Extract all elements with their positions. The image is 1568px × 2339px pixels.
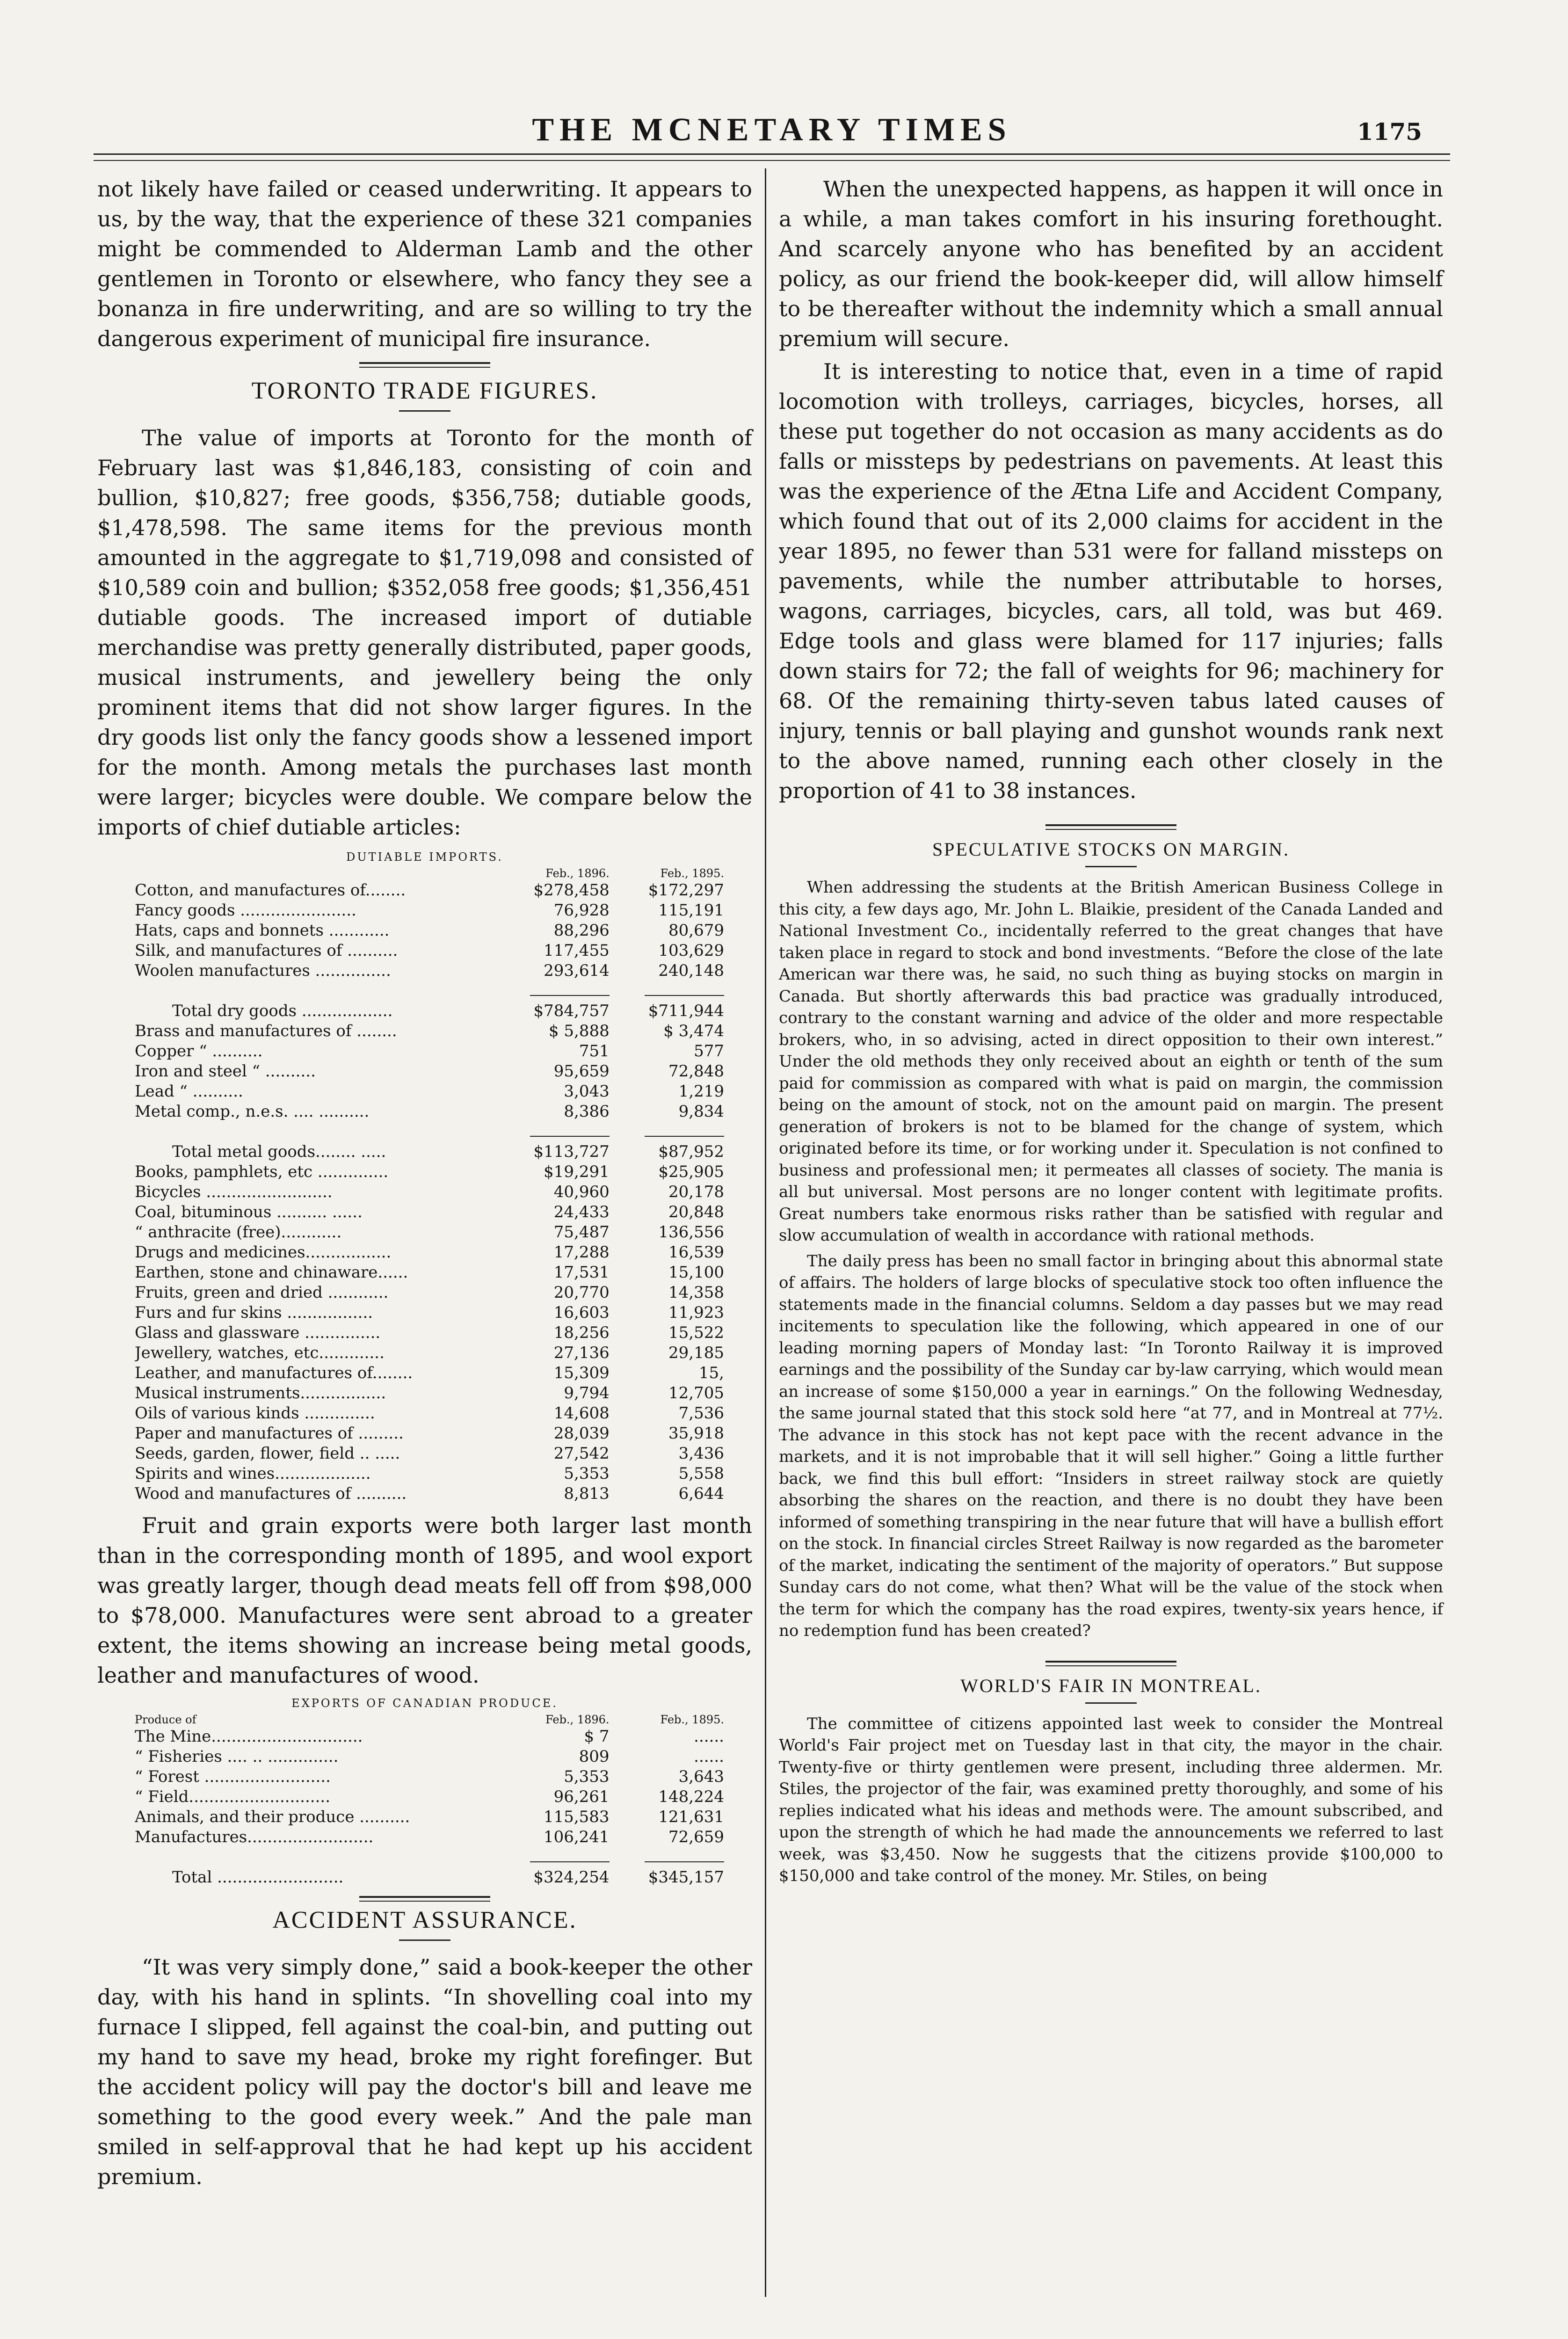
value-1895: $345,157 xyxy=(648,1868,724,1887)
right-column xyxy=(779,174,1443,1887)
masthead xyxy=(94,111,1450,153)
row-label: Furs and fur skins ................. xyxy=(135,1303,373,1322)
value-1895: 7,536 xyxy=(678,1404,724,1423)
row-label: “ Forest ......................... xyxy=(135,1767,331,1786)
value-1896: 28,039 xyxy=(553,1424,610,1443)
imports-table-title: DUTIABLE IMPORTS. xyxy=(346,850,503,864)
row-label: Bicycles ......................... xyxy=(135,1183,333,1201)
heading-rule xyxy=(1085,1702,1137,1704)
value-1895: 115,191 xyxy=(658,901,724,920)
table-row xyxy=(135,1202,724,1222)
exports-rows xyxy=(135,1727,724,1847)
value-1895: 3,436 xyxy=(678,1444,724,1463)
row-label: Musical instruments................. xyxy=(135,1384,386,1402)
imports-metals xyxy=(135,1021,724,1122)
row-label: Spirits and wines................... xyxy=(135,1464,371,1483)
value-1896: 14,608 xyxy=(553,1404,610,1423)
exports-table-title: EXPORTS OF CANADIAN PRODUCE. xyxy=(291,1697,558,1710)
value-1895: $25,905 xyxy=(658,1162,724,1181)
value-1895: 5,558 xyxy=(678,1464,724,1483)
row-label: Drugs and medicines................. xyxy=(135,1243,392,1262)
row-label: Books, pamphlets, etc .............. xyxy=(135,1162,389,1181)
value-1895: 577 xyxy=(694,1042,724,1061)
value-1896: 96,261 xyxy=(553,1787,610,1806)
speculative-paragraph-2: The daily press has been no small factor in bringing about this abnormal state of affairs. The holders of large blocks of speculative stock too often influence the statements made in the financial columns. Seldom a day passes but we may read incitements to speculation like the following, which appeared in one of our leading morning papers of Monday last: “In Toronto Railway it is improved earnings and the possibility of the Sunday car by-law carrying, which would mean an increase of some $150,000 a year in earnings.” On the following Wednesday, the same journal stated that this stock sold here “at 77, and in Montreal at 77½. The advance in this stock has not kept pace with the recent advance in the markets, and it is not improbable that it will sell higher.” Going a little further back, we find this bull effort: “Insiders in street railway stock are quietly absorbing the shares on the reaction, and there is no doubt they have been informed of something transpiring in the near future that will have a bullish effort on the stock. In financial circles Street Railway is now regarded as the barometer of the market, indicating the sentiment of the majority of operators.” But suppose Sunday cars do not come, what then? What will be the value of the stock when the term for which the company has the road expires, twenty-six years hence, if no redemption fund has been created? xyxy=(779,1251,1443,1640)
value-1896: 16,603 xyxy=(553,1303,610,1322)
value-1895: $ 3,474 xyxy=(663,1022,724,1040)
value-1895: 15,522 xyxy=(668,1323,724,1342)
value-1895: 20,178 xyxy=(668,1183,724,1201)
value-1896: 5,353 xyxy=(564,1767,610,1786)
table-row xyxy=(135,1484,724,1504)
value-1896: 9,794 xyxy=(564,1384,610,1402)
table-row xyxy=(135,1041,724,1061)
exports-total-row xyxy=(135,1867,724,1888)
exports-table xyxy=(135,1713,724,1888)
table-row xyxy=(135,1444,724,1464)
table-row xyxy=(135,1363,724,1383)
value-1896: 75,487 xyxy=(553,1223,610,1242)
value-1895: $87,952 xyxy=(658,1142,724,1161)
table-row xyxy=(135,1727,724,1747)
row-label: Total ......................... xyxy=(172,1868,344,1887)
section-separator xyxy=(359,362,490,368)
value-1896: 8,813 xyxy=(564,1484,610,1503)
value-1895: 15, xyxy=(698,1364,724,1382)
exports-paragraph: Fruit and grain exports were both larger last month than in the corresponding month of 1895, and wool export was greatly larger, though dead meats fell off from $98,000 to $78,000. Manufactures were sent abroad to a greater extent, the items showing an increase being metal goods, leather and manufactures of wood. xyxy=(97,1513,752,1688)
value-1895: 9,834 xyxy=(678,1102,724,1121)
subtotal-rule xyxy=(135,1122,724,1142)
heading-rule xyxy=(399,410,450,412)
header-rule xyxy=(94,153,1450,155)
value-1895: 103,629 xyxy=(658,941,724,960)
value-1895: 29,185 xyxy=(668,1344,724,1362)
row-label: “ Field............................ xyxy=(135,1787,331,1806)
value-1896: 27,542 xyxy=(553,1444,610,1463)
left-column xyxy=(97,174,752,2192)
row-label: Wood and manufactures of .......... xyxy=(135,1484,407,1503)
row-label: Manufactures......................... xyxy=(135,1828,374,1846)
imports-col-1896: Feb., 1896. xyxy=(545,867,610,880)
value-1896: 293,614 xyxy=(544,961,610,980)
table-row xyxy=(135,1182,724,1202)
table-row xyxy=(135,1807,724,1827)
value-1895: 121,631 xyxy=(658,1808,724,1826)
value-1895: $711,944 xyxy=(648,1002,724,1020)
row-label: Brass and manufactures of ........ xyxy=(135,1022,397,1040)
value-1895: 72,848 xyxy=(668,1062,724,1081)
table-row xyxy=(135,1424,724,1444)
total-dry-goods-row xyxy=(135,1001,724,1021)
value-1895: 3,643 xyxy=(678,1767,724,1786)
table-row xyxy=(135,921,724,941)
row-label: Woolen manufactures ............... xyxy=(135,961,391,980)
imports-dry-goods xyxy=(135,880,724,981)
row-label: Seeds, garden, flower, field .. ..... xyxy=(135,1444,400,1463)
exports-header-row xyxy=(135,1713,724,1727)
table-row xyxy=(135,1343,724,1363)
value-1896: 751 xyxy=(579,1042,610,1061)
row-label: Hats, caps and bonnets ............ xyxy=(135,921,390,940)
subtotal-rule xyxy=(135,981,724,1001)
speculative-stocks-heading: SPECULATIVE STOCKS ON MARGIN. xyxy=(932,839,1290,860)
value-1895: 80,679 xyxy=(668,921,724,940)
table-row xyxy=(135,1464,724,1484)
total-metal-goods-row xyxy=(135,1142,724,1162)
worlds-fair-paragraph: The committee of citizens appointed last week to consider the Montreal World's Fair project met on Tuesday last in that city, the mayor in the chair. Twenty-five or thirty gentlemen were present, including three aldermen. Mr. Stiles, the projector of the fair, was examined pretty thoroughly, and some of his replies indicated what his ideas and methods were. The amount subscribed, and upon the strength of which he had made the announcements we referred to last week, was $3,450. Now he suggests that the citizens provide $100,000 to $150,000 and take control of the money. Mr. Stiles, on being xyxy=(779,1714,1443,1885)
row-label: Metal comp., n.e.s. .... .......... xyxy=(135,1102,370,1121)
value-1896: 115,583 xyxy=(543,1808,610,1826)
row-label: Earthen, stone and chinaware...... xyxy=(135,1263,408,1282)
value-1896: 88,296 xyxy=(553,921,610,940)
table-row xyxy=(135,901,724,921)
table-row xyxy=(135,880,724,901)
row-label: Cotton, and manufactures of........ xyxy=(135,881,406,900)
value-1896: 24,433 xyxy=(553,1203,610,1221)
value-1896: $278,458 xyxy=(533,881,610,900)
value-1895: 148,224 xyxy=(658,1787,724,1806)
table-row xyxy=(135,1102,724,1122)
heading-rule xyxy=(1085,866,1137,867)
row-label: Lead “ .......... xyxy=(135,1082,243,1101)
value-1896: 17,531 xyxy=(553,1263,610,1282)
value-1895: 14,358 xyxy=(668,1283,724,1302)
value-1895: ...... xyxy=(694,1747,724,1766)
value-1896: $19,291 xyxy=(544,1162,610,1181)
value-1896: 27,136 xyxy=(553,1344,610,1362)
imports-header-row xyxy=(135,866,724,880)
value-1896: 8,386 xyxy=(564,1102,610,1121)
table-row xyxy=(135,1403,724,1424)
value-1895: 12,705 xyxy=(668,1384,724,1402)
value-1896: 76,928 xyxy=(553,901,610,920)
value-1896: 40,960 xyxy=(553,1183,610,1201)
header-rule-thin xyxy=(94,160,1450,161)
trade-paragraph: The value of imports at Toronto for the month of February last was $1,846,183, consisting of coin and bullion, $10,827; free goods, $356,758; dutiable goods, $1,478,598. The same items for the previous month amounted in the aggregate to $1,719,098 and consisted of $10,589 coin and bullion; $352,058 free goods; $1,356,451 dutiable goods. The increased import of dutiable merchandise was pretty generally distributed, paper goods, musical instruments, and jewellery being the only prominent items that did not show larger figures. In the dry goods list only the fancy goods show a lessened import for the month. Among metals the purchases last month were larger; bicycles were double. We compare below the imports of chief dutiable articles: xyxy=(97,425,752,840)
value-1896: 20,770 xyxy=(553,1283,610,1302)
value-1895: 20,848 xyxy=(668,1203,724,1221)
row-label: The Mine.............................. xyxy=(135,1727,363,1746)
row-label: Iron and steel “ .......... xyxy=(135,1062,316,1081)
table-row xyxy=(135,1747,724,1767)
column-divider xyxy=(765,168,766,2297)
row-label: Total dry goods .................. xyxy=(172,1002,393,1020)
value-1895: 1,219 xyxy=(678,1082,724,1101)
value-1895: 11,923 xyxy=(668,1303,724,1322)
value-1895: 15,100 xyxy=(668,1263,724,1282)
value-1896: 117,455 xyxy=(544,941,610,960)
row-label: Jewellery, watches, etc............. xyxy=(135,1344,385,1362)
value-1896: 809 xyxy=(579,1747,610,1766)
table-row xyxy=(135,1323,724,1343)
table-row xyxy=(135,941,724,961)
value-1895: $172,297 xyxy=(648,881,724,900)
table-row xyxy=(135,1082,724,1102)
table-row xyxy=(135,1021,724,1041)
row-label: Fruits, green and dried ............ xyxy=(135,1283,389,1302)
exports-col-1895: Feb., 1895. xyxy=(660,1713,724,1726)
table-row xyxy=(135,1242,724,1263)
accident-assurance-heading: ACCIDENT ASSURANCE. xyxy=(272,1907,577,1933)
value-1896: 15,309 xyxy=(553,1364,610,1382)
value-1895: ...... xyxy=(694,1727,724,1746)
value-1896: $ 5,888 xyxy=(548,1022,610,1040)
row-label: Fancy goods ....................... xyxy=(135,901,356,920)
table-row xyxy=(135,1283,724,1303)
value-1896: 5,353 xyxy=(564,1464,610,1483)
exports-col-1896: Feb., 1896. xyxy=(545,1713,610,1726)
accident-paragraph: “It was very simply done,” said a book-keeper the other day, with his hand in splints. “In shovelling coal into my furnace I slipped, fell against the coal-bin, and putting out my hand to save my head, broke my right forefinger. But the accident policy will pay the doctor's bill and leave me something to the good every week.” And the pale man smiled in self-approval that he had kept up his accident premium. xyxy=(97,1954,752,2189)
publication-title: THE MCNETARY TIMES xyxy=(532,112,1012,148)
row-label: Copper “ .......... xyxy=(135,1042,263,1061)
row-label: Animals, and their produce .......... xyxy=(135,1808,410,1826)
row-label: “ anthracite (free)............ xyxy=(135,1223,342,1242)
value-1895: 72,659 xyxy=(668,1828,724,1846)
value-1895: 6,644 xyxy=(678,1484,724,1503)
row-label: “ Fisheries .... .. .............. xyxy=(135,1747,339,1766)
section-separator xyxy=(1045,824,1176,830)
value-1896: 3,043 xyxy=(564,1082,610,1101)
value-1895: 16,539 xyxy=(668,1243,724,1262)
table-row xyxy=(135,1767,724,1787)
row-label: Oils of various kinds .............. xyxy=(135,1404,375,1423)
row-label: Leather, and manufactures of........ xyxy=(135,1364,413,1382)
value-1895: 35,918 xyxy=(668,1424,724,1443)
value-1896: 106,241 xyxy=(543,1828,610,1846)
accident-paragraph-2: When the unexpected happens, as happen it will once in a while, a man takes comfort in his insuring forethought. And scarcely anyone who has benefited by an accident policy, as our friend the book-keeper did, will allow himself to be thereafter without the indemnity which a small annual premium will secure. xyxy=(779,176,1443,351)
value-1895: 240,148 xyxy=(658,961,724,980)
table-row xyxy=(135,961,724,981)
row-label: Total metal goods........ ..... xyxy=(172,1142,386,1161)
table-row xyxy=(135,1263,724,1283)
heading-rule xyxy=(399,1939,450,1941)
row-label: Coal, bituminous .......... ...... xyxy=(135,1203,363,1221)
table-row xyxy=(135,1827,724,1847)
row-label: Glass and glassware ............... xyxy=(135,1323,381,1342)
produce-of-label: Produce of xyxy=(135,1713,196,1726)
accident-paragraph-3: It is interesting to notice that, even in a time of rapid locomotion with trolleys, carriages, bicycles, horses, all these put together do not occasion as many accidents as do falls or missteps by pedestrians on pavements. At least this was the experience of the Ætna Life and Accident Company, which found that out of its 2,000 claims for accident in the year 1895, no fewer than 531 were for falland missteps on pavements, while the number attributable to horses, wagons, carriages, bicycles, cars, all told, was but 469. Edge tools and glass were blamed for 117 injuries; falls down stairs for 72; the fall of weights for 96; machinery for 68. Of the remaining thirty-seven tabus lated causes of injury, tennis or ball playing and gunshot wounds rank next to the above named, running each other closely in the proportion of 41 to 38 instances. xyxy=(779,359,1443,803)
section-separator xyxy=(359,1896,490,1902)
intro-paragraph: not likely have failed or ceased underwriting. It appears to us, by the way, that the experience of these 321 companies might be commended to Alderman Lamb and the other gentlemen in Toronto or elsewhere, who fancy they see a bonanza in fire underwriting, and are so willing to try the dangerous experiment of municipal fire insurance. xyxy=(97,176,752,351)
table-row xyxy=(135,1061,724,1082)
value-1896: 18,256 xyxy=(553,1323,610,1342)
imports-other xyxy=(135,1162,724,1504)
table-row xyxy=(135,1383,724,1403)
table-row xyxy=(135,1303,724,1323)
imports-col-1895: Feb., 1895. xyxy=(660,867,724,880)
table-row xyxy=(135,1222,724,1242)
table-row xyxy=(135,1787,724,1807)
value-1896: $324,254 xyxy=(533,1868,610,1887)
worlds-fair-heading: WORLD'S FAIR IN MONTREAL. xyxy=(960,1675,1262,1696)
value-1895: 136,556 xyxy=(658,1223,724,1242)
imports-table xyxy=(135,866,724,1504)
toronto-trade-heading: TORONTO TRADE FIGURES. xyxy=(251,378,598,404)
subtotal-rule xyxy=(135,1847,724,1867)
section-separator xyxy=(1045,1661,1176,1666)
value-1896: $ 7 xyxy=(584,1727,610,1746)
row-label: Silk, and manufactures of .......... xyxy=(135,941,398,960)
row-label: Paper and manufactures of ......... xyxy=(135,1424,404,1443)
value-1896: $784,757 xyxy=(533,1002,610,1020)
speculative-paragraph-1: When addressing the students at the British American Business College in this city, a few days ago, Mr. John L. Blaikie, president of the Canada Landed and National Investment Co., incidentally referred to the great changes that have taken place in regard to stock and bond investments. “Before the close of the late American war there was, he said, no such thing as buying stocks on margin in Canada. But shortly afterwards this bad practice was gradually introduced, contrary to the constant warning and advice of the older and more respectable brokers, who, in so advising, acted in direct opposition to their own interest.” Under the old methods they only received about an eighth or tenth of the sum paid for commission as compared with what is paid on margin, the commission being on the amount of stock, not on the amount paid on margin. The present generation of brokers is not to be blamed for the change of system, which originated before its time, or for working under it. Speculation is not confined to business and professional men; it permeates all classes of society. The mania is all but universal. Most persons are no longer content with legitimate profits. Great numbers take enormous risks rather than be satisfied with regular and slow accumulation of wealth in accordance with rational methods. xyxy=(779,878,1443,1245)
page-number: 1175 xyxy=(1357,118,1422,145)
value-1896: $113,727 xyxy=(533,1142,610,1161)
value-1896: 95,659 xyxy=(553,1062,610,1081)
table-row xyxy=(135,1162,724,1182)
value-1896: 17,288 xyxy=(553,1243,610,1262)
